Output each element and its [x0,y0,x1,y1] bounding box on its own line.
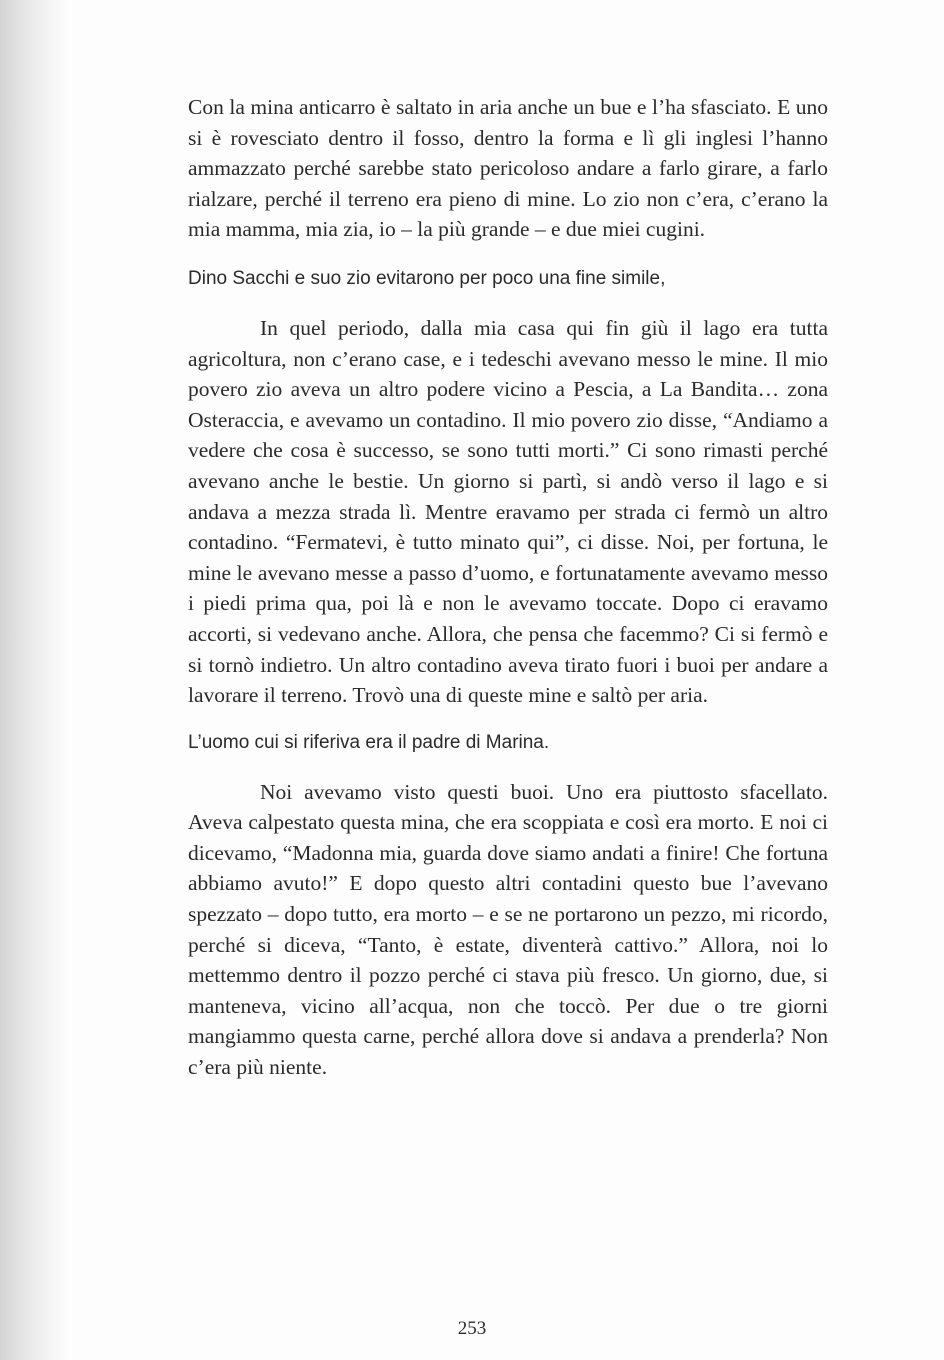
text-block [188,92,828,1083]
page-number: 253 [457,1318,487,1339]
narration-paragraph-1: Dino Sacchi e suo zio evitarono per poco una fine simile, [188,267,666,289]
narration-paragraph-2: L’uomo cui si riferiva era il padre di Marina. [188,731,550,753]
quote-paragraph-3: Noi avevamo visto questi buoi. Uno era piuttosto sfacellato. Aveva calpestato questa mina, che era scoppiata e così era morto. E noi ci dicevamo, “Madonna mia, guarda dove siamo andati a finire! Che fortuna abbiamo avuto!” E dopo questo altri contadini questo bue l’avevano spezzato – dopo tutto, era morto – e se ne portarono un pezzo, mi ricordo, perché si diceva, “Tanto, è estate, diventerà cattivo.” Allora, noi lo mettemmo dentro il pozzo perché ci stava più fresco. Un giorno, due, si manteneva, vicino all’acqua, non che toccò. Per due o tre giorni mangiammo questa carne, perché allora dove si andava a prenderla? Non c’era più niente. [188,779,828,1080]
quote-paragraph-1: Con la mina anticarro è saltato in aria anche un bue e l’ha sfasciato. E uno si è rovesciato dentro il fosso, dentro la forma e lì gli inglesi l’hanno ammazzato perché sarebbe stato pericoloso andare a farlo girare, a farlo rialzare, perché il terreno era pieno di mine. Lo zio non c’era, c’erano la mia mamma, mia zia, io – la più grande – e due miei cugini. [188,95,828,242]
spine-shadow [0,0,70,1360]
quote-paragraph-2: In quel periodo, dalla mia casa qui fin giù il lago era tutta agricoltura, non c’erano case, e i tedeschi avevano messo le mine. Il mio povero zio aveva un altro podere vicino a Pescia, a La Bandita… zona Osteraccia, e avevamo un contadino. Il mio povero zio disse, “Andiamo a vedere che cosa è successo, se sono tutti morti.” Ci sono rimasti perché avevano anche le bestie. Un giorno si partì, si andò verso il lago e si andava a mezza strada lì. Mentre eravamo per strada ci fermò un altro contadino. “Fermatevi, è tutto minato qui”, ci disse. Noi, per fortuna, le mine le avevano messe a passo d’uomo, e fortunatamente avevamo messo i piedi prima qua, poi là e non le avevamo toccate. Dopo ci eravamo accorti, si vedevano anche. Allora, che pensa che facemmo? Ci si fermò e si tornò indietro. Un altro contadino aveva tirato fuori i buoi per andare a lavorare il terreno. Trovò una di queste mine e saltò per aria. [188,315,828,708]
